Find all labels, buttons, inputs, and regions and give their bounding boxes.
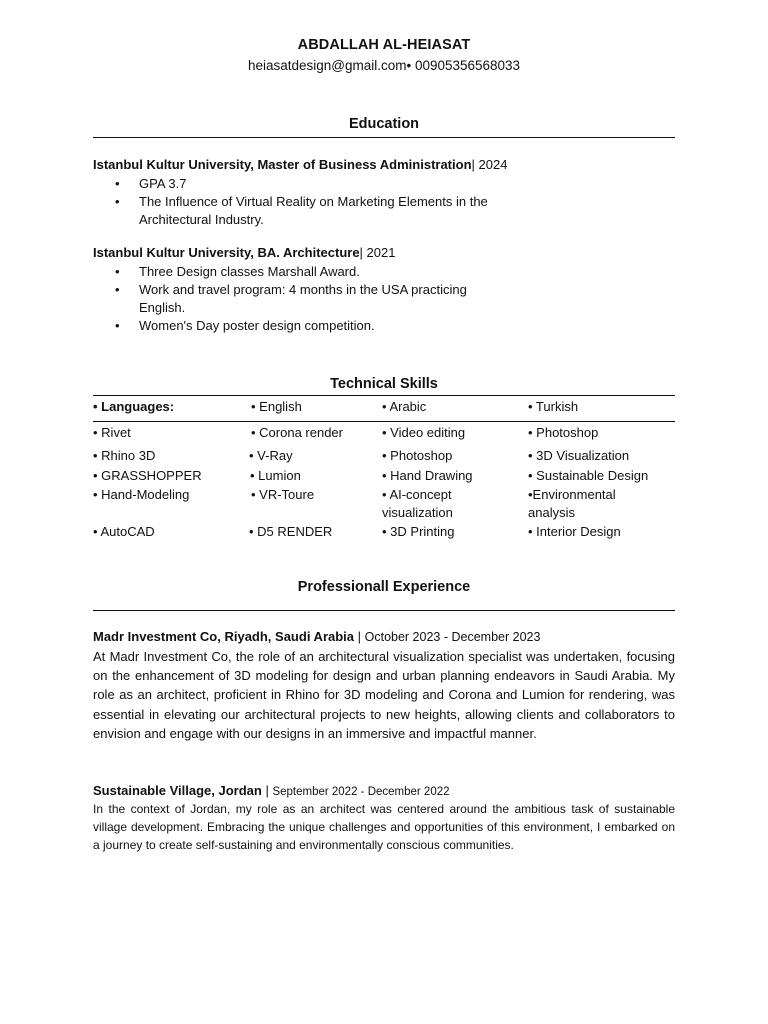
education-entry-heading xyxy=(93,245,395,260)
skill-item: • Photoshop xyxy=(528,425,599,440)
candidate-name: ABDALLAH AL-HEIASAT xyxy=(297,37,471,53)
job-description: In the context of Jordan, my role as an architect was centered around the ambitious task of sustainable village development. Embracing the unique challenges and opportunities of this environment, I embarked on a journey to create self-sustaining and environmentally conscious communities. xyxy=(93,802,675,852)
bullet-text: Three Design classes Marshall Award. xyxy=(139,264,360,279)
skill-item: • Video editing xyxy=(382,425,466,440)
skill-item: • AutoCAD xyxy=(93,524,155,539)
bullet-icon: • xyxy=(115,194,120,209)
skill-item: • Rhino 3D xyxy=(93,448,156,463)
bullet-icon: • xyxy=(115,264,120,279)
experience-divider xyxy=(93,610,675,611)
graduation-year: 2021 xyxy=(366,245,396,260)
contact-info: heiasatdesign@gmail.com• 00905356568033 xyxy=(247,58,521,73)
languages-label: • Languages: xyxy=(93,399,175,414)
education-title: Education xyxy=(348,116,420,132)
language-item: • English xyxy=(251,399,302,414)
skill-item: • Sustainable Design xyxy=(528,468,649,483)
skills-top-divider xyxy=(93,395,675,396)
company-name: Sustainable Village, Jordan xyxy=(93,783,262,798)
skill-item: • Interior Design xyxy=(528,524,621,539)
bullet-text: GPA 3.7 xyxy=(139,176,187,191)
experience-title: Professionall Experience xyxy=(297,579,471,595)
skill-item: • V-Ray xyxy=(249,448,293,463)
skill-item: • Hand Drawing xyxy=(382,468,473,483)
language-item: • Arabic xyxy=(382,399,427,414)
skill-item: • AI-concept visualization xyxy=(382,487,453,520)
job-dates: October 2023 - December 2023 xyxy=(364,630,541,644)
job-heading xyxy=(93,783,450,798)
bullet-text: Work and travel program: 4 months in the USA practicing English. xyxy=(139,282,467,315)
institution-name: Istanbul Kultur University, BA. Architecture xyxy=(93,245,360,260)
institution-name: Istanbul Kultur University, Master of Business Administration xyxy=(93,157,472,172)
education-entry-heading xyxy=(93,157,507,172)
bullet-icon: • xyxy=(115,176,120,191)
skill-item: • 3D Visualization xyxy=(528,448,630,463)
bullet-text: Women's Day poster design competition. xyxy=(139,318,375,333)
heading-separator: | xyxy=(354,629,365,644)
graduation-year: 2024 xyxy=(478,157,508,172)
company-name: Madr Investment Co, Riyadh, Saudi Arabia xyxy=(93,629,355,644)
skill-item: • Photoshop xyxy=(382,448,453,463)
skill-item: • Rivet xyxy=(93,425,131,440)
job-description: At Madr Investment Co, the role of an architectural visualization specialist was undertaken, focusing on the enhancement of 3D modeling for design and urban planning endeavors in Saudi Arabia. My role as an architect, proficient in Rhino for 3D modeling and Corona and Lumion for rendering, was essential in elevating our architectural projects to new heights, allowing clients and collaborators to envision and engage with our designs in an immersive and impactful manner. xyxy=(93,649,675,741)
skill-item: • D5 RENDER xyxy=(249,524,333,539)
heading-separator: | xyxy=(471,157,479,172)
language-item: • Turkish xyxy=(528,399,579,414)
heading-separator: | xyxy=(261,783,273,798)
heading-separator: | xyxy=(359,245,367,260)
skill-item: • VR-Toure xyxy=(251,487,315,502)
skill-item: • Corona render xyxy=(251,425,343,440)
education-divider xyxy=(93,137,675,138)
skill-item: • Lumion xyxy=(250,468,301,483)
bullet-icon: • xyxy=(115,318,120,333)
skill-item: • 3D Printing xyxy=(382,524,455,539)
skill-item: •Environmental analysis xyxy=(528,487,616,520)
skills-title: Technical Skills xyxy=(330,376,438,392)
skill-item: • GRASSHOPPER xyxy=(93,468,202,483)
bullet-icon: • xyxy=(115,282,120,297)
job-heading xyxy=(93,629,540,644)
job-dates: September 2022 - December 2022 xyxy=(272,786,450,798)
skill-item: • Hand-Modeling xyxy=(93,487,190,502)
bullet-text: The Influence of Virtual Reality on Marketing Elements in the Architectural Industry. xyxy=(139,194,488,227)
skills-languages-divider xyxy=(93,421,675,422)
